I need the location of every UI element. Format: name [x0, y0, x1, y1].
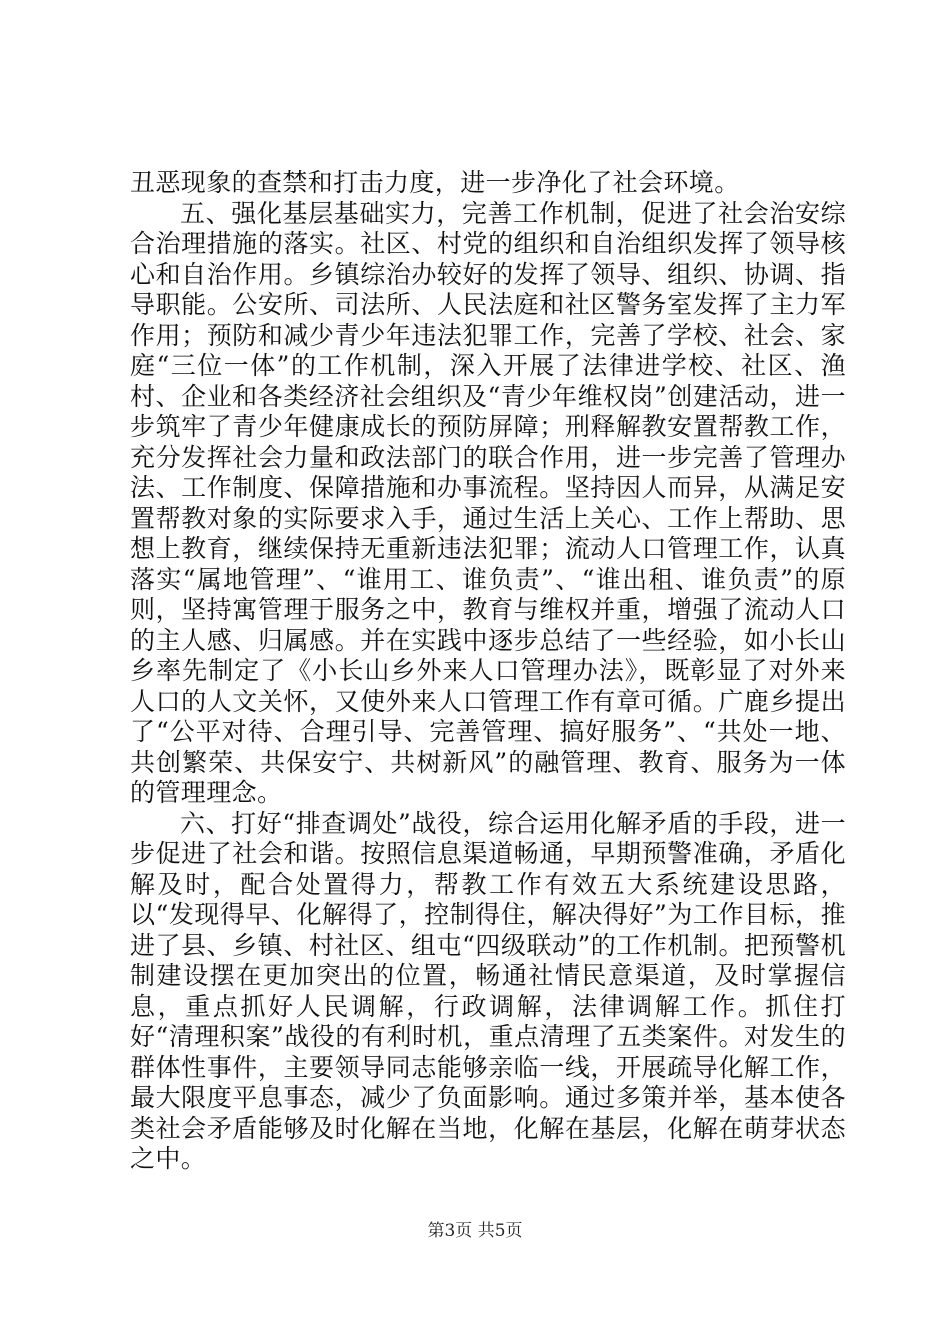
paragraph-section-six: 六、打好“排查调处”战役，综合运用化解矛盾的手段，进一步促进了社会和谐。按照信息渠道畅通，早期预警准确，矛盾化解及时，配合处置得力，帮教工作有效五大系统建设思路，以“发现得早、化解得了，控制得住，解决得好”为工作目标，推进了县、乡镇、村社区、组屯“四级联动”的工作机制。把预警机制建设摆在更加突出的位置，畅通社情民意渠道，及时掌握信息，重点抓好人民调解，行政调解，法律调解工作。抓住打好“清理积案”战役的有利时机，重点清理了五类案件。对发生的群体性事件，主要领导同志能够亲临一线，开展疏导化解工作，最大限度平息事态，减少了负面影响。通过多策并举，基本使各类社会矛盾能够及时化解在当地，化解在基层，化解在萌芽状态之中。	[130, 808, 846, 1173]
document-body	[130, 168, 846, 1175]
paragraph-section-five: 五、强化基层基础实力，完善工作机制，促进了社会治安综合治理措施的落实。社区、村党的组织和自治组织发挥了领导核心和自治作用。乡镇综治办较好的发挥了领导、组织、协调、指导职能。公安所、司法所、人民法庭和社区警务室发挥了主力军作用；预防和减少青少年违法犯罪工作，完善了学校、社会、家庭“三位一体”的工作机制，深入开展了法律进学校、社区、渔村、企业和各类经济社会组织及“青少年维权岗”创建活动，进一步筑牢了青少年健康成长的预防屏障；刑释解教安置帮教工作，充分发挥社会力量和政法部门的联合作用，进一步完善了管理办法、工作制度、保障措施和办事流程。坚持因人而异，从满足安置帮教对象的实际要求入手，通过生活上关心、工作上帮助、思想上教育，继续保持无重新违法犯罪；流动人口管理工作，认真落实“属地管理”、“谁用工、谁负责”、“谁出租、谁负责”的原则，坚持寓管理于服务之中，教育与维权并重，增强了流动人口的主人感、归属感。并在实践中逐步总结了一些经验，如小长山乡率先制定了《小长山乡外来人口管理办法》，既彰显了对外来人口的人文关怀，又使外来人口管理工作有章可循。广鹿乡提出了“公平对待、合理引导、完善管理、搞好服务”、“共处一地、共创繁荣、共保安宁、共树新风”的融管理、教育、服务为一体的管理理念。	[130, 198, 846, 807]
paragraph-continuation: 丑恶现象的查禁和打击力度，进一步净化了社会环境。	[130, 168, 740, 197]
page-footer: 第3页 共5页	[427, 1221, 523, 1241]
